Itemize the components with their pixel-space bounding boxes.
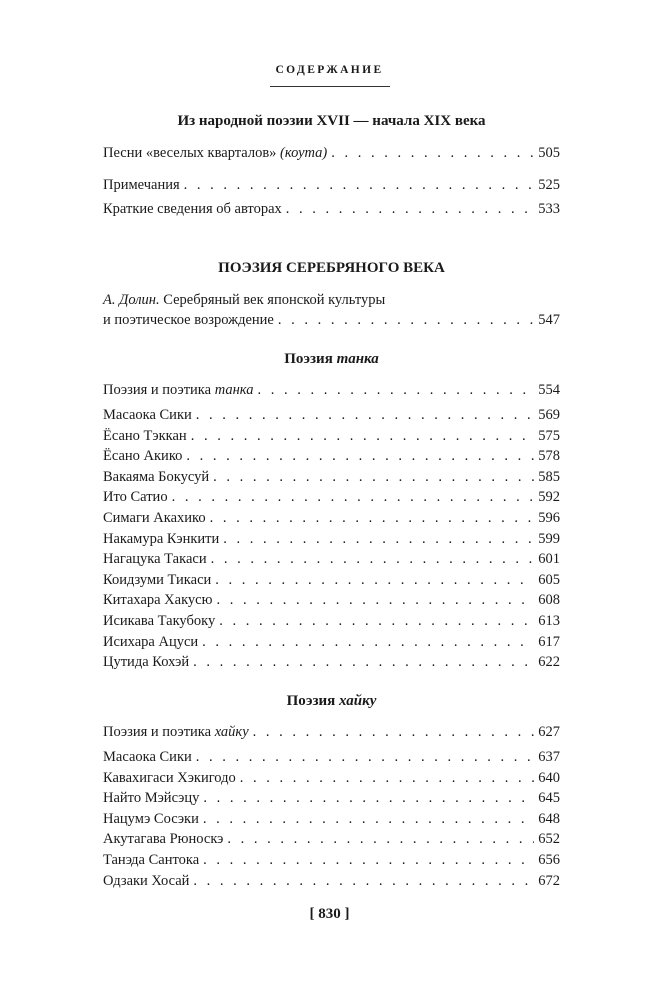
toc-entry-title: Поэзия и поэтика хайку (103, 724, 249, 740)
toc-entry[interactable] (103, 175, 560, 195)
toc-entry-page: 622 (538, 654, 560, 671)
leader-dots (202, 632, 534, 652)
toc-entry-title: Краткие сведения об авторах (103, 201, 282, 217)
toc-entry-title: Ито Сатио (103, 489, 168, 506)
toc-entry-title: Симаги Акахико (103, 510, 206, 526)
toc-entry-page: 585 (538, 468, 560, 485)
leader-dots (186, 446, 534, 466)
toc-entry-title: Исикава Такубоку (103, 613, 216, 629)
toc-entry-title: Кавахигаси Хэкигодо (103, 769, 236, 786)
toc-entry[interactable] (103, 768, 560, 788)
toc-entry-title: Ёсано Акико (103, 448, 183, 465)
leader-dots (203, 809, 534, 829)
toc-entry[interactable] (103, 611, 560, 631)
essay-author: А. Долин. (103, 292, 160, 308)
toc-entry-title: Акутагава Рюноскэ (103, 831, 224, 848)
toc-entry[interactable] (103, 405, 560, 425)
toc-entry[interactable] (103, 143, 560, 163)
leader-dots (215, 570, 534, 590)
leader-dots (227, 829, 534, 849)
toc-entry[interactable] (103, 788, 560, 808)
toc-entry-page: 640 (538, 769, 560, 786)
toc-entry-page: 569 (538, 407, 560, 423)
toc-entry[interactable] (103, 529, 560, 549)
toc-entry-page: 637 (538, 749, 560, 765)
toc-entry-title: Исихара Ацуси (103, 633, 199, 650)
leader-dots (240, 768, 534, 788)
leader-dots (219, 611, 534, 631)
toc-entry-title: Найто Мэйсэцу (103, 790, 200, 807)
toc-entry-title: Песни «веселых кварталов» (коута) (103, 145, 328, 161)
leader-dots (278, 310, 534, 330)
toc-entry[interactable] (103, 829, 560, 849)
toc-entry-page: 601 (538, 551, 560, 568)
toc-entry[interactable] (103, 508, 560, 528)
toc-entry-title: Поэзия и поэтика танка (103, 382, 254, 398)
toc-entry[interactable] (103, 380, 560, 400)
leader-dots (184, 175, 535, 195)
toc-entry-page: 605 (538, 571, 560, 588)
toc-entry-title: Накамура Кэнкити (103, 530, 220, 547)
toc-entry-page: 656 (538, 852, 560, 868)
leader-dots (331, 143, 534, 163)
toc-entry-page: 596 (538, 510, 560, 526)
toc-entry[interactable] (103, 446, 560, 466)
toc-entry-page: 652 (538, 831, 560, 848)
toc-entry[interactable] (103, 850, 560, 870)
toc-entry-page: 575 (538, 427, 560, 444)
leader-dots (203, 850, 534, 870)
toc-entry[interactable] (103, 199, 560, 219)
toc-entry-title: Масаока Сики (103, 407, 192, 423)
section-heading-folk-poetry: Из народной поэзии XVII — начала XIX века (177, 113, 486, 129)
toc-entry-page: 554 (538, 382, 560, 398)
toc-entry-page: 608 (538, 592, 560, 609)
toc-entry-title: Китахара Хакусю (103, 592, 213, 609)
leader-dots (253, 722, 535, 742)
toc-entry-title: Одзаки Хосай (103, 872, 190, 889)
running-head-rule (270, 86, 390, 87)
page-number: [ 830 ] (309, 906, 350, 922)
leader-dots (210, 508, 535, 528)
leader-dots (216, 590, 534, 610)
toc-entry[interactable] (103, 871, 560, 891)
leader-dots (223, 529, 534, 549)
toc-entry-title: Танэда Сантока (103, 852, 200, 868)
section-heading-silver-age: ПОЭЗИЯ СЕРЕБРЯНОГО ВЕКА (218, 260, 445, 276)
toc-entry-page: 672 (538, 872, 560, 889)
leader-dots (203, 788, 534, 808)
toc-entry-page: 617 (538, 633, 560, 650)
toc-entry-title: Нагацука Такаси (103, 551, 207, 568)
toc-entry-page: 547 (538, 312, 560, 328)
toc-entry-page: 533 (538, 201, 560, 217)
toc-entry-title: Масаока Сики (103, 749, 192, 765)
toc-entry[interactable] (103, 549, 560, 569)
toc-entry-title: Коидзуми Тикаси (103, 571, 212, 588)
toc-entry[interactable] (103, 722, 560, 742)
leader-dots (193, 871, 534, 891)
toc-entry[interactable] (103, 809, 560, 829)
toc-entry[interactable] (103, 747, 560, 767)
toc-entry-page: 578 (538, 448, 560, 465)
toc-entry-page: 525 (538, 177, 560, 193)
toc-entry-page: 645 (538, 790, 560, 807)
toc-entry[interactable] (103, 426, 560, 446)
leader-dots (286, 199, 534, 219)
leader-dots (211, 549, 535, 569)
essay-title-line1: Серебряный век японской культуры (159, 292, 386, 308)
toc-entry-title: Нацумэ Сосэки (103, 810, 199, 827)
toc-entry-title: и поэтическое возрождение (103, 312, 274, 328)
toc-entry-page: 505 (538, 145, 560, 161)
toc-entry[interactable] (103, 570, 560, 590)
toc-entry[interactable] (103, 632, 560, 652)
toc-entry-page: 599 (538, 530, 560, 547)
leader-dots (213, 467, 534, 487)
toc-entry[interactable] (103, 487, 560, 507)
leader-dots (172, 487, 535, 507)
toc-entry[interactable] (103, 310, 560, 330)
leader-dots (257, 380, 534, 400)
leader-dots (191, 426, 535, 446)
subsection-heading-haiku: Поэзия хайку (286, 693, 377, 709)
toc-entry-title: Примечания (103, 177, 180, 193)
toc-entry[interactable] (103, 652, 560, 672)
leader-dots (196, 405, 535, 425)
leader-dots (193, 652, 534, 672)
toc-entry-title: Вакаяма Бокусуй (103, 468, 210, 485)
toc-entry-page: 613 (538, 613, 560, 629)
toc-entry-title: Цутида Кохэй (103, 654, 190, 671)
toc-entry-page: 627 (538, 724, 560, 740)
toc-entry[interactable] (103, 590, 560, 610)
subsection-heading-tanka: Поэзия танка (284, 351, 379, 367)
leader-dots (196, 747, 535, 767)
toc-entry-title: Ёсано Тэккан (103, 427, 187, 444)
toc-entry-essay-line1[interactable] (103, 290, 560, 310)
toc-entry[interactable] (103, 467, 560, 487)
toc-entry-page: 592 (538, 489, 560, 506)
toc-entry-page: 648 (538, 810, 560, 827)
running-head: СОДЕРЖАНИЕ (275, 64, 384, 76)
